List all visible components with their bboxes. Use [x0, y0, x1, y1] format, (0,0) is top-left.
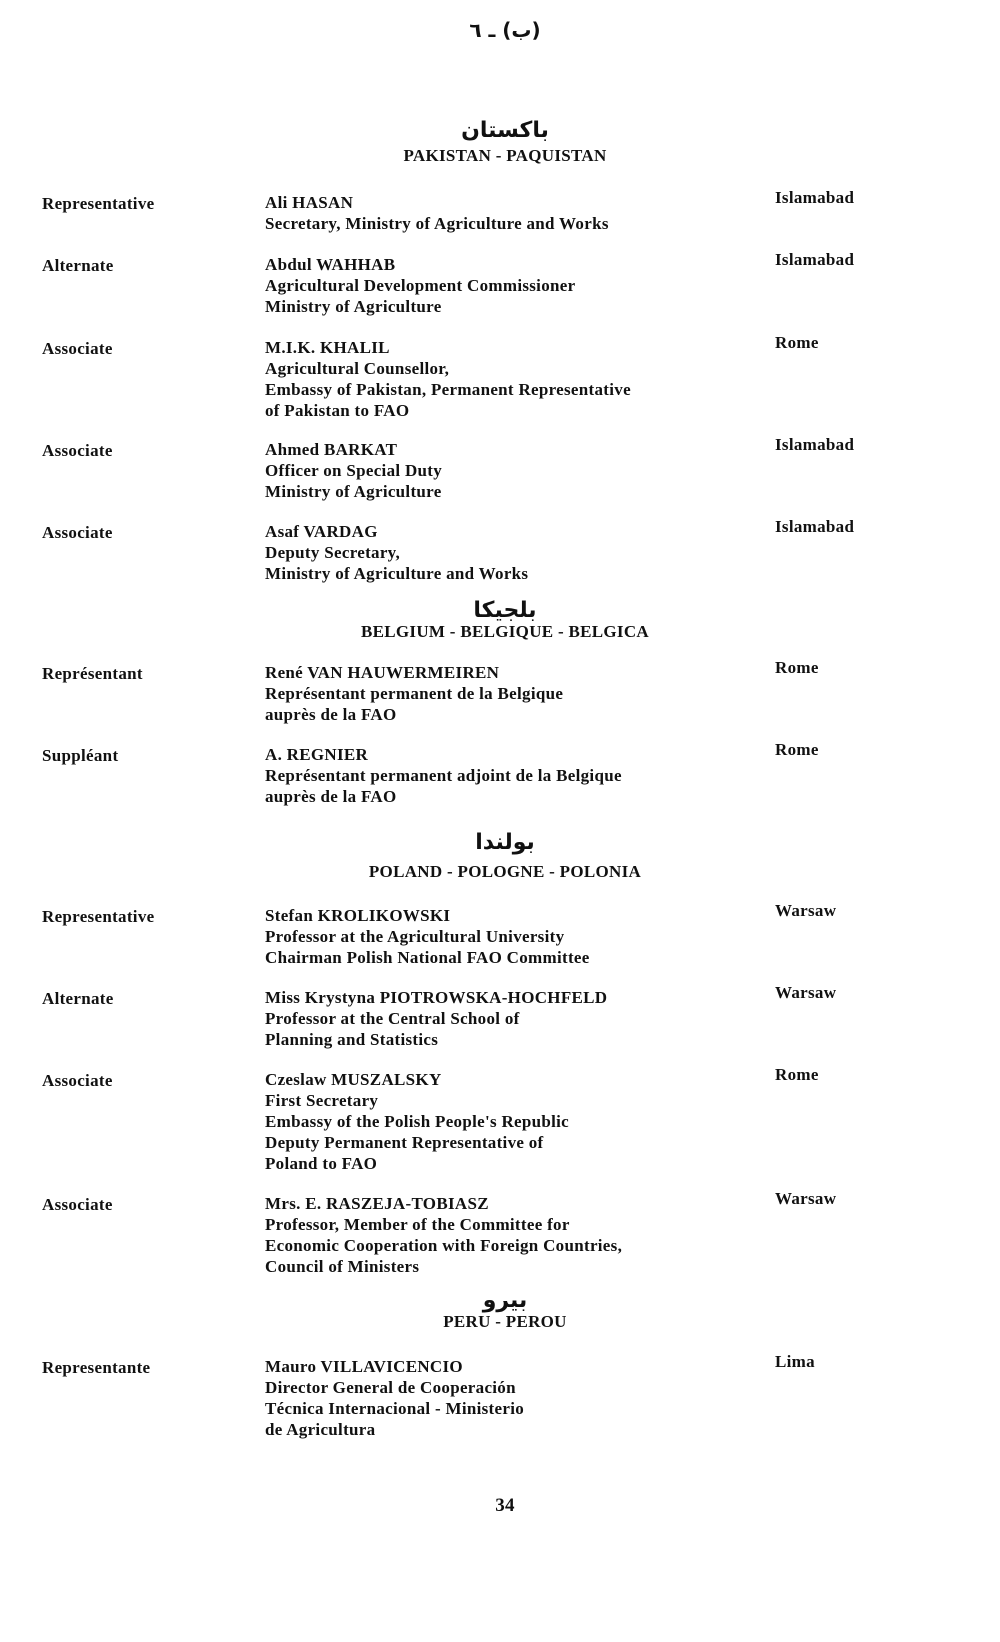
delegate-name: A. REGNIER	[265, 745, 369, 764]
page-number: 34	[495, 1495, 515, 1516]
delegate-title-line: Chairman Polish National FAO Committee	[265, 948, 590, 967]
delegate-city: Lima	[775, 1352, 815, 1371]
delegate-title-line: Professor, Member of the Committee for	[265, 1215, 570, 1234]
delegate-name: Asaf VARDAG	[265, 522, 378, 541]
delegate-city: Warsaw	[775, 983, 837, 1002]
delegate-name: Mauro VILLAVICENCIO	[265, 1357, 463, 1376]
delegate-role: Alternate	[42, 256, 114, 275]
delegate-title-line: Técnica Internacional - Ministerio	[265, 1399, 525, 1418]
delegate-city: Islamabad	[775, 435, 855, 454]
delegate-details	[265, 337, 631, 421]
country-heading: BELGIUM - BELGIQUE - BELGICA	[360, 622, 649, 641]
delegate-details	[265, 905, 590, 968]
delegate-title-line: auprès de la FAO	[265, 787, 397, 806]
delegate-city: Islamabad	[775, 188, 855, 207]
delegate-title-line: Ministry of Agriculture	[265, 297, 442, 316]
delegate-name: M.I.K. KHALIL	[265, 338, 390, 357]
delegate-role: Suppléant	[42, 746, 119, 765]
delegate-title-line: Secretary, Ministry of Agriculture and Works	[265, 214, 609, 233]
delegate-title-line: Planning and Statistics	[265, 1030, 439, 1049]
delegate-title-line: Professor at the Central School of	[265, 1009, 520, 1028]
delegate-role: Representative	[42, 907, 155, 926]
delegate-details	[265, 1356, 524, 1440]
delegate-city: Rome	[775, 658, 819, 677]
country-heading: PERU - PEROU	[443, 1312, 567, 1331]
delegate-role: Associate	[42, 441, 113, 460]
delegate-title-line: of Pakistan to FAO	[265, 401, 410, 420]
delegate-details	[265, 192, 609, 234]
delegate-role: Alternate	[42, 989, 114, 1008]
delegate-name: Stefan KROLIKOWSKI	[265, 906, 451, 925]
delegate-title-line: Officer on Special Duty	[265, 461, 443, 480]
delegate-city: Warsaw	[775, 1189, 837, 1208]
delegate-details	[265, 521, 528, 584]
delegate-title-line: Poland to FAO	[265, 1154, 378, 1173]
page-marker: (ب) ـ ٦	[469, 18, 541, 42]
delegate-details	[265, 254, 575, 317]
delegate-name: Miss Krystyna PIOTROWSKA-HOCHFELD	[265, 988, 608, 1007]
delegate-role: Representante	[42, 1358, 151, 1377]
delegate-role: Associate	[42, 523, 113, 542]
delegate-city: Warsaw	[775, 901, 837, 920]
delegate-title-line: Représentant permanent de la Belgique	[265, 684, 564, 703]
country-heading: PAKISTAN - PAQUISTAN	[403, 146, 607, 165]
delegate-title-line: Agricultural Counsellor,	[265, 359, 450, 378]
delegate-title-line: Professor at the Agricultural University	[265, 927, 565, 946]
delegate-name: Ali HASAN	[265, 193, 354, 212]
country-arabic-name: بيرو	[482, 1288, 528, 1313]
delegate-title-line: Economic Cooperation with Foreign Countries,	[265, 1236, 623, 1255]
delegate-details	[265, 662, 563, 725]
delegate-title-line: Ministry of Agriculture and Works	[265, 564, 529, 583]
country-arabic-name: باكستان	[461, 118, 549, 143]
delegate-city: Rome	[775, 1065, 819, 1084]
country-arabic-name: بولندا	[475, 830, 535, 855]
delegate-title-line: Deputy Secretary,	[265, 543, 401, 562]
delegate-title-line: First Secretary	[265, 1091, 379, 1110]
delegate-name: Czeslaw MUSZALSKY	[265, 1070, 442, 1089]
delegate-title-line: Embassy of Pakistan, Permanent Representative	[265, 380, 631, 399]
delegate-role: Représentant	[42, 664, 143, 683]
delegate-city: Rome	[775, 740, 819, 759]
delegate-city: Islamabad	[775, 517, 855, 536]
delegate-city: Rome	[775, 333, 819, 352]
delegate-city: Islamabad	[775, 250, 855, 269]
delegate-title-line: Council of Ministers	[265, 1257, 420, 1276]
country-arabic-name: بلجيكا	[473, 598, 537, 623]
delegate-title-line: Agricultural Development Commissioner	[265, 276, 576, 295]
delegate-title-line: Director General de Cooperación	[265, 1378, 516, 1397]
delegate-title-line: Deputy Permanent Representative of	[265, 1133, 544, 1152]
delegate-details	[265, 1193, 622, 1277]
delegate-name: Mrs. E. RASZEJA-TOBIASZ	[265, 1194, 489, 1213]
delegate-details	[265, 744, 622, 807]
delegate-title-line: auprès de la FAO	[265, 705, 397, 724]
delegate-title-line: Ministry of Agriculture	[265, 482, 442, 501]
delegate-name: Ahmed BARKAT	[265, 440, 398, 459]
delegate-role: Associate	[42, 339, 113, 358]
delegate-title-line: Embassy of the Polish People's Republic	[265, 1112, 570, 1131]
country-heading: POLAND - POLOGNE - POLONIA	[368, 862, 642, 881]
delegate-title-line: de Agricultura	[265, 1420, 376, 1439]
delegate-details	[265, 439, 442, 502]
delegate-role: Representative	[42, 194, 155, 213]
delegate-name: Abdul WAHHAB	[265, 255, 396, 274]
delegate-name: René VAN HAUWERMEIREN	[265, 663, 500, 682]
delegate-details	[265, 1069, 569, 1174]
delegate-role: Associate	[42, 1195, 113, 1214]
delegate-role: Associate	[42, 1071, 113, 1090]
delegate-details	[265, 987, 607, 1050]
delegate-title-line: Représentant permanent adjoint de la Belgique	[265, 766, 622, 785]
